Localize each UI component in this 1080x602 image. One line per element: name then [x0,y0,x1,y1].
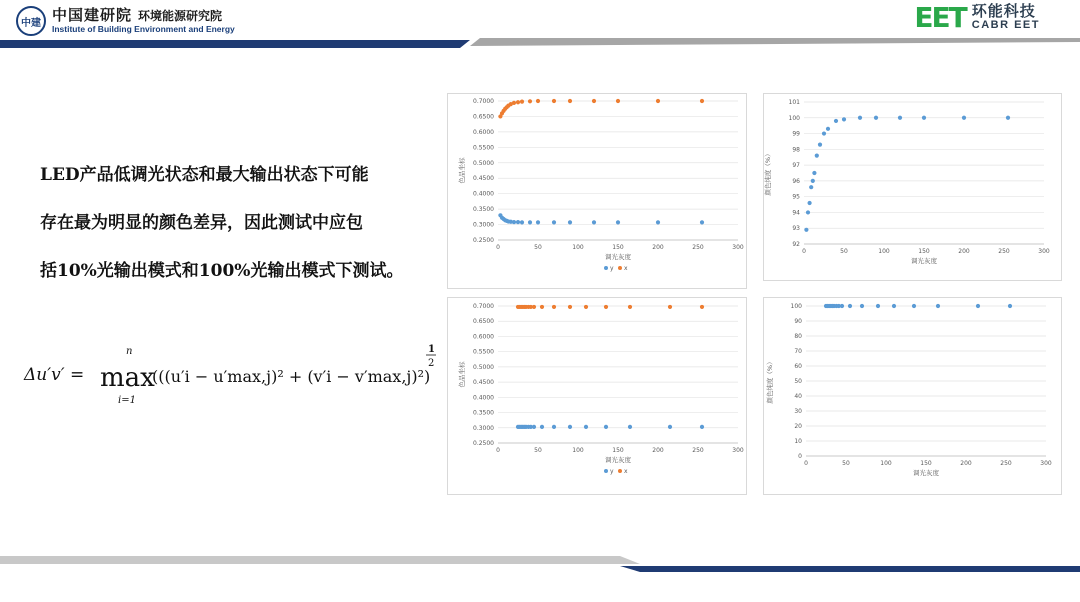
y-axis-label: 色品坐标 [458,361,466,388]
x-tick-label: 250 [998,248,1010,255]
data-point-x [656,99,660,103]
data-point-series [858,116,862,120]
institute-cn-name [52,8,235,23]
partner-cn-name: 环能科技 [971,3,1036,21]
y-axis-label: 颜色纯度（%） [764,150,772,196]
y-tick-label: 94 [792,209,800,217]
y-tick-label: 98 [792,146,800,154]
data-point-series [806,210,810,214]
x-tick-label: 150 [920,460,932,467]
y-tick-label: 0.5500 [473,348,494,356]
data-point-series [962,116,966,120]
data-point-y [584,425,588,429]
data-point-y [528,220,532,224]
x-tick-label: 100 [572,447,584,454]
y-tick-label: 60 [794,363,802,370]
legend-label: x [624,265,628,272]
y-tick-label: 90 [794,318,802,325]
y-tick-label: 101 [788,99,800,106]
y-tick-label: 0 [798,453,802,460]
y-tick-label: 100 [790,303,802,310]
x-tick-label: 0 [496,244,500,251]
data-point-x [536,99,540,103]
chart-1-container [447,93,747,289]
x-axis-label: 调光灰度 [605,456,631,464]
data-point-series [804,228,808,232]
y-tick-label: 0.5000 [473,363,494,371]
y-tick-label: 93 [792,225,800,233]
data-point-x [700,305,704,309]
x-tick-label: 150 [612,244,624,251]
legend-label: x [624,468,628,475]
x-tick-label: 200 [652,447,664,454]
x-tick-label: 200 [958,248,970,255]
data-point-series [842,117,846,121]
x-axis-label: 调光灰度 [911,257,937,265]
data-point-y [532,425,536,429]
x-tick-label: 200 [960,460,972,467]
chart-2-container [763,93,1062,281]
data-point-series [815,154,819,158]
data-point-y [516,220,520,224]
legend-marker [604,266,608,270]
y-tick-label: 92 [792,241,800,248]
data-point-x [528,99,532,103]
y-tick-label: 0.3500 [473,206,494,214]
chart-4-container [763,297,1062,495]
data-point-x [584,305,588,309]
data-point-y [552,220,556,224]
data-point-y [520,220,524,224]
data-point-y [700,220,704,224]
y-tick-label: 0.2500 [473,237,494,244]
y-tick-label: 0.2500 [473,440,494,447]
x-tick-label: 50 [840,248,848,255]
y-tick-label: 0.4500 [473,175,494,183]
y-tick-label: 0.3500 [473,409,494,417]
data-point-series [860,304,864,308]
data-point-series [1008,304,1012,308]
data-point-x [700,99,704,103]
formula-max: max [100,363,155,393]
data-point-x [568,305,572,309]
y-tick-label: 0.5500 [473,144,494,152]
formula-upper: n [126,346,133,357]
data-point-y [592,220,596,224]
data-point-y [668,425,672,429]
data-point-series [874,116,878,120]
y-tick-label: 0.6500 [473,113,494,121]
y-tick-label: 0.6500 [473,318,494,326]
legend-label: y [610,265,614,272]
data-point-series [912,304,916,308]
data-point-series [834,119,838,123]
data-point-y [512,220,516,224]
data-point-x [552,305,556,309]
footer-stripe [0,552,1080,578]
data-point-x [532,305,536,309]
institute-en-name: Institute of Building Environment and Energy [52,24,235,35]
x-tick-label: 250 [692,244,704,251]
x-tick-label: 150 [918,248,930,255]
x-tick-label: 300 [1040,460,1052,467]
data-point-series [892,304,896,308]
y-tick-label: 0.3000 [473,424,494,432]
x-tick-label: 50 [534,447,542,454]
x-tick-label: 300 [1038,248,1050,255]
y-tick-label: 70 [794,348,802,355]
data-point-series [808,201,812,205]
data-point-x [568,99,572,103]
data-point-series [976,304,980,308]
data-point-series [809,185,813,189]
body-text-line-2: 存在最为明显的颜色差异，因此测试中应包 [40,213,363,233]
data-point-x [512,101,516,105]
data-point-x [628,305,632,309]
chart-3-container [447,297,747,495]
x-tick-label: 250 [692,447,704,454]
y-tick-label: 96 [792,177,800,185]
data-point-y [568,220,572,224]
y-tick-label: 50 [794,378,802,385]
legend-marker [604,469,608,473]
data-point-series [840,304,844,308]
data-point-series [822,131,826,135]
chart-3-chromaticity-vs-dimming [448,298,746,494]
y-tick-label: 0.5000 [473,159,494,167]
y-axis-label: 颜色纯度（%） [766,358,774,404]
chart-1-chromaticity-vs-dimming [448,94,746,288]
data-point-y [616,220,620,224]
y-tick-label: 99 [792,130,800,138]
x-tick-label: 100 [878,248,890,255]
formula-lhs: Δu′v′ = [24,365,85,385]
data-point-series [848,304,852,308]
y-tick-label: 0.7000 [473,98,494,105]
formula-body: (((u′i − u′max,j)² + (v′i − v′max,j)²) [152,367,431,386]
data-point-y [604,425,608,429]
institute-cn-sub: 环境能源研究院 [138,9,223,24]
data-point-x [616,99,620,103]
partner-en-name: CABR EET [971,19,1040,32]
data-point-y [628,425,632,429]
data-point-series [826,127,830,131]
eet-logo-icon: EET [914,1,966,34]
x-tick-label: 50 [534,244,542,251]
y-tick-label: 0.4000 [473,394,494,402]
body-text-line-1: LED产品低调光状态和最大输出状态下可能 [40,165,369,185]
formula-exp-num: 1 [428,344,435,355]
y-tick-label: 80 [794,333,802,340]
color-difference-formula [22,340,452,410]
x-tick-label: 300 [732,244,744,251]
x-tick-label: 0 [804,460,808,467]
data-point-x [668,305,672,309]
formula-lower: i=1 [118,395,136,406]
legend-label: y [610,468,614,475]
y-tick-label: 97 [792,162,800,170]
x-tick-label: 300 [732,447,744,454]
x-tick-label: 0 [802,248,806,255]
data-point-x [540,305,544,309]
x-axis-label: 调光灰度 [913,469,939,477]
y-tick-label: 0.6000 [473,128,494,136]
y-tick-label: 100 [788,114,800,122]
x-tick-label: 0 [496,447,500,454]
y-tick-label: 0.7000 [473,303,494,310]
x-tick-label: 50 [842,460,850,467]
chart-2-purity-vs-dimming [764,94,1061,280]
data-point-y [552,425,556,429]
formula-exp-den: 2 [428,358,435,369]
data-point-series [898,116,902,120]
y-tick-label: 20 [794,423,802,430]
data-point-series [812,171,816,175]
data-point-x [592,99,596,103]
data-point-x [516,100,520,104]
data-point-y [536,220,540,224]
data-point-y [700,425,704,429]
x-tick-label: 100 [880,460,892,467]
data-point-x [552,99,556,103]
data-point-series [811,179,815,183]
y-tick-label: 95 [792,193,800,201]
y-axis-label: 色品坐标 [458,157,466,184]
y-tick-label: 30 [794,408,802,415]
legend-marker [618,469,622,473]
data-point-x [604,305,608,309]
chart-4-purity-vs-dimming [764,298,1061,494]
institute-cn-main: 中国建研院 [52,6,133,25]
x-tick-label: 100 [572,244,584,251]
data-point-series [818,143,822,147]
y-tick-label: 0.4500 [473,379,494,387]
data-point-x [520,100,524,104]
y-tick-label: 0.3000 [473,221,494,229]
data-point-series [1006,116,1010,120]
body-text-line-3: 括10%光输出模式和100%光输出模式下测试。 [40,261,404,281]
x-tick-label: 150 [612,447,624,454]
y-tick-label: 10 [794,438,802,445]
y-tick-label: 0.6000 [473,333,494,341]
legend-marker [618,266,622,270]
data-point-series [936,304,940,308]
data-point-y [540,425,544,429]
data-point-y [656,220,660,224]
y-tick-label: 0.4000 [473,190,494,198]
x-tick-label: 250 [1000,460,1012,467]
institute-emblem-icon: 中建 [16,6,46,36]
y-tick-label: 40 [794,393,802,400]
data-point-series [922,116,926,120]
data-point-series [876,304,880,308]
data-point-y [568,425,572,429]
x-tick-label: 200 [652,244,664,251]
header-stripe [0,32,1080,52]
x-axis-label: 调光灰度 [605,253,631,261]
partner-logo [914,1,1040,34]
